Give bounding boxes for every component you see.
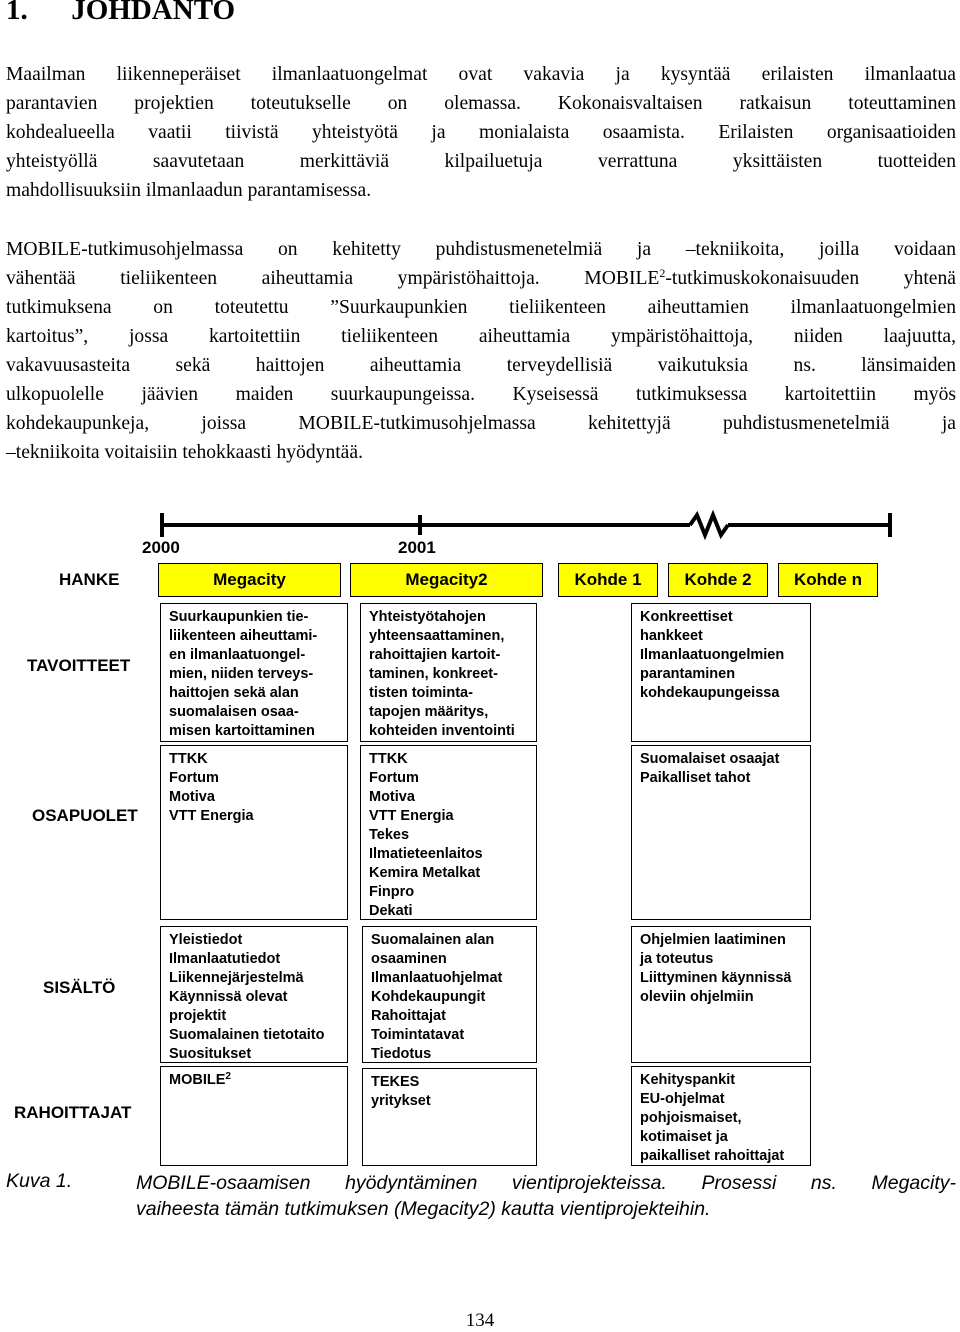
superscript: 2 (225, 1071, 231, 1082)
rahoittajat-megacity (160, 1066, 348, 1166)
cell-line: haittojen sekä alan (169, 685, 299, 701)
sisalto-megacity (160, 926, 348, 1063)
cell-line: mien, niiden terveys- (169, 666, 314, 682)
cell-line: Kemira Metalkat (369, 865, 481, 881)
cell-line: Kehityspankit (640, 1072, 736, 1088)
cell-line: misen kartoittaminen (169, 723, 315, 739)
cell-line: oleviin ohjelmiin (640, 989, 754, 1005)
cell-line: hankkeet (640, 628, 703, 644)
project-label: Megacity2 (405, 570, 488, 589)
timeline-break (690, 515, 728, 535)
cell-line: suomalaisen osaa- (169, 704, 299, 720)
tavoitteet-kohteet (631, 603, 811, 742)
row-label-osapuolet: OSAPUOLET (32, 806, 138, 825)
cell-line: Ilmanlaatuongelmien (640, 647, 785, 663)
cell-line: Tekes (369, 827, 410, 843)
cell-line: projektit (169, 1008, 227, 1024)
cell-line: Fortum (169, 770, 219, 786)
paragraph-line: kohdealueella vaatii tiivistä yhteistyötä ja monialaista osaamista. Erilaisten organisaatioiden (6, 122, 956, 143)
cell-line: Ohjelmien laatiminen (640, 932, 786, 948)
cell-line: Ilmatieteenlaitos (369, 846, 483, 862)
paragraph-line (6, 264, 956, 293)
cell-line: en ilmanlaatuongel- (169, 647, 306, 663)
cell-line: Tiedotus (371, 1046, 432, 1062)
intro-paragraph (6, 60, 956, 205)
line-text: vähentää tieliikenteen aiheuttamia ympäristöhaittoja. MOBILE (6, 268, 660, 289)
cell-line: liikenteen aiheuttami- (169, 628, 318, 644)
osapuolet-megacity2 (360, 745, 537, 920)
paragraph-line: kohdekaupunkeja, joissa MOBILE-tutkimusohjelmassa kehitettyjä puhdistusmenetelmiä ja (6, 413, 956, 434)
cell-line: Yhteistyötahojen (369, 609, 486, 625)
section-heading: 1. JOHDANTO (6, 0, 236, 26)
cell-line: Kohdekaupungit (371, 989, 486, 1005)
rahoittajat-kohteet (631, 1066, 811, 1166)
project-label: Kohde 2 (684, 570, 752, 589)
funder-text: MOBILE (169, 1072, 226, 1088)
cell-line: ja toteutus (640, 951, 714, 967)
mobile-paragraph (6, 235, 956, 467)
cell-line: Motiva (369, 789, 415, 805)
tavoitteet-megacity2 (360, 603, 537, 742)
cell-line (169, 1071, 347, 1090)
paragraph-line: Maailman liikenneperäiset ilmanlaatuongelmat ovat vakavia ja kysyntää erilaisten ilmanlaatua (6, 64, 956, 85)
cell-line: Suomalainen tietotaito (169, 1027, 325, 1043)
cell-line: parantaminen (640, 666, 736, 682)
project-label: Kohde 1 (574, 570, 642, 589)
paragraph-line: kartoitus”, jossa kartoitettiin tieliikenteen aiheuttamia ympäristöhaittoja, niiden laajuutta, (6, 326, 956, 347)
figure-label: Kuva 1. (6, 1170, 73, 1192)
figure-caption-line: vaiheesta tämän tutkimuksen (Megacity2) kautta vientiprojekteihin. (136, 1198, 711, 1220)
paragraph-line: MOBILE-tutkimusohjelmassa on kehitetty puhdistusmenetelmiä ja –tekniikoita, joilla voidaan (6, 239, 956, 260)
cell-line: Käynnissä olevat (169, 989, 288, 1005)
cell-line: Suomalaiset osaajat (640, 751, 780, 767)
cell-line: Yleistiedot (169, 932, 243, 948)
cell-line: Suositukset (169, 1046, 252, 1062)
cell-line: kohteiden inventointi (369, 723, 515, 739)
cell-line: pohjoismaiset, (640, 1110, 742, 1126)
cell-line: osaaminen (371, 951, 447, 967)
rahoittajat-megacity2 (362, 1068, 537, 1166)
cell-line: Rahoittajat (371, 1008, 446, 1024)
figure-caption-line: MOBILE-osaamisen hyödyntäminen vientiprojekteissa. Prosessi ns. Megacity- (136, 1172, 956, 1194)
cell-line: Dekati (369, 903, 413, 919)
project-label: Kohde n (794, 570, 862, 589)
row-label-sisalto: SISÄLTÖ (43, 978, 116, 997)
cell-line: Paikalliset tahot (640, 770, 751, 786)
cell-line: TTKK (369, 751, 408, 767)
project-kohde-1 (558, 563, 658, 597)
cell-line: Finpro (369, 884, 415, 900)
year-label: 2001 (398, 538, 436, 557)
cell-line: Konkreettiset (640, 609, 733, 625)
paragraph-line: tutkimuksena on toteutettu ”Suurkaupunkien tieliikenteen aiheuttamien ilmanlaatuongelmien (6, 297, 956, 318)
cell-line: kohdekaupungeissa (640, 685, 780, 701)
osapuolet-kohteet (631, 745, 811, 920)
cell-line: taminen, konkreet- (369, 666, 498, 682)
cell-line: TEKES (371, 1074, 420, 1090)
cell-line: kotimaiset ja (640, 1129, 728, 1145)
paragraph-line: ulkopuolelle jäävien maiden suurkaupungeissa. Kyseisessä tutkimuksessa kartoitettiin myös (6, 384, 956, 405)
project-kohde-2 (668, 563, 768, 597)
superscript: 2 (659, 266, 666, 280)
cell-line: yhteensaattaminen, (369, 628, 505, 644)
cell-line: Toimintatavat (371, 1027, 465, 1043)
tavoitteet-megacity (160, 603, 348, 742)
osapuolet-megacity (160, 745, 348, 920)
paragraph-line: –tekniikoita voitaisiin tehokkaasti hyödyntää. (6, 442, 363, 463)
project-megacity2 (350, 563, 543, 597)
paragraph-line: parantavien projektien toteutukselle on olemassa. Kokonaisvaltaisen ratkaisun toteuttaminen (6, 93, 956, 114)
paragraph-line: mahdollisuuksiin ilmanlaadun parantamisessa. (6, 180, 372, 201)
cell-line: EU-ohjelmat (640, 1091, 725, 1107)
cell-line: Suomalainen alan (371, 932, 495, 948)
cell-line: Motiva (169, 789, 215, 805)
row-label-tavoitteet: TAVOITTEET (27, 656, 131, 675)
cell-line: Ilmanlaatuohjelmat (371, 970, 503, 986)
paragraph-line: vakavuusasteita sekä haittojen aiheuttamia terveydellisiä vaikutuksia ns. länsimaiden (6, 355, 956, 376)
cell-line: yritykset (371, 1093, 431, 1109)
cell-line: tisten toiminta- (369, 685, 473, 701)
project-kohde-n (778, 563, 878, 597)
line-text: -tutkimuskokonaisuuden yhtenä (665, 268, 956, 289)
cell-line: VTT Energia (369, 808, 454, 824)
cell-line: Fortum (369, 770, 419, 786)
row-label-rahoittajat: RAHOITTAJAT (14, 1103, 132, 1122)
sisalto-megacity2 (362, 926, 537, 1063)
cell-line: Liittyminen käynnissä (640, 970, 792, 986)
sisalto-kohteet (631, 926, 811, 1063)
cell-line: VTT Energia (169, 808, 254, 824)
project-label: Megacity (213, 570, 286, 589)
row-label-hanke: HANKE (59, 570, 120, 589)
year-label: 2000 (142, 538, 180, 557)
cell-line: tapojen määritys, (369, 704, 489, 720)
cell-line: TTKK (169, 751, 208, 767)
cell-line: Liikennejärjestelmä (169, 970, 304, 986)
cell-line: Suurkaupunkien tie- (169, 609, 309, 625)
project-megacity (158, 563, 341, 597)
page-number: 134 (465, 1310, 495, 1331)
cell-line: paikalliset rahoittajat (640, 1148, 785, 1164)
paragraph-line: yhteistyöllä saavutetaan merkittäviä kilpailuetuja verrattuna yksittäisten tuotteiden (6, 151, 956, 172)
cell-line: Ilmanlaatutiedot (169, 951, 281, 967)
cell-line: rahoittajien kartoit- (369, 647, 501, 663)
